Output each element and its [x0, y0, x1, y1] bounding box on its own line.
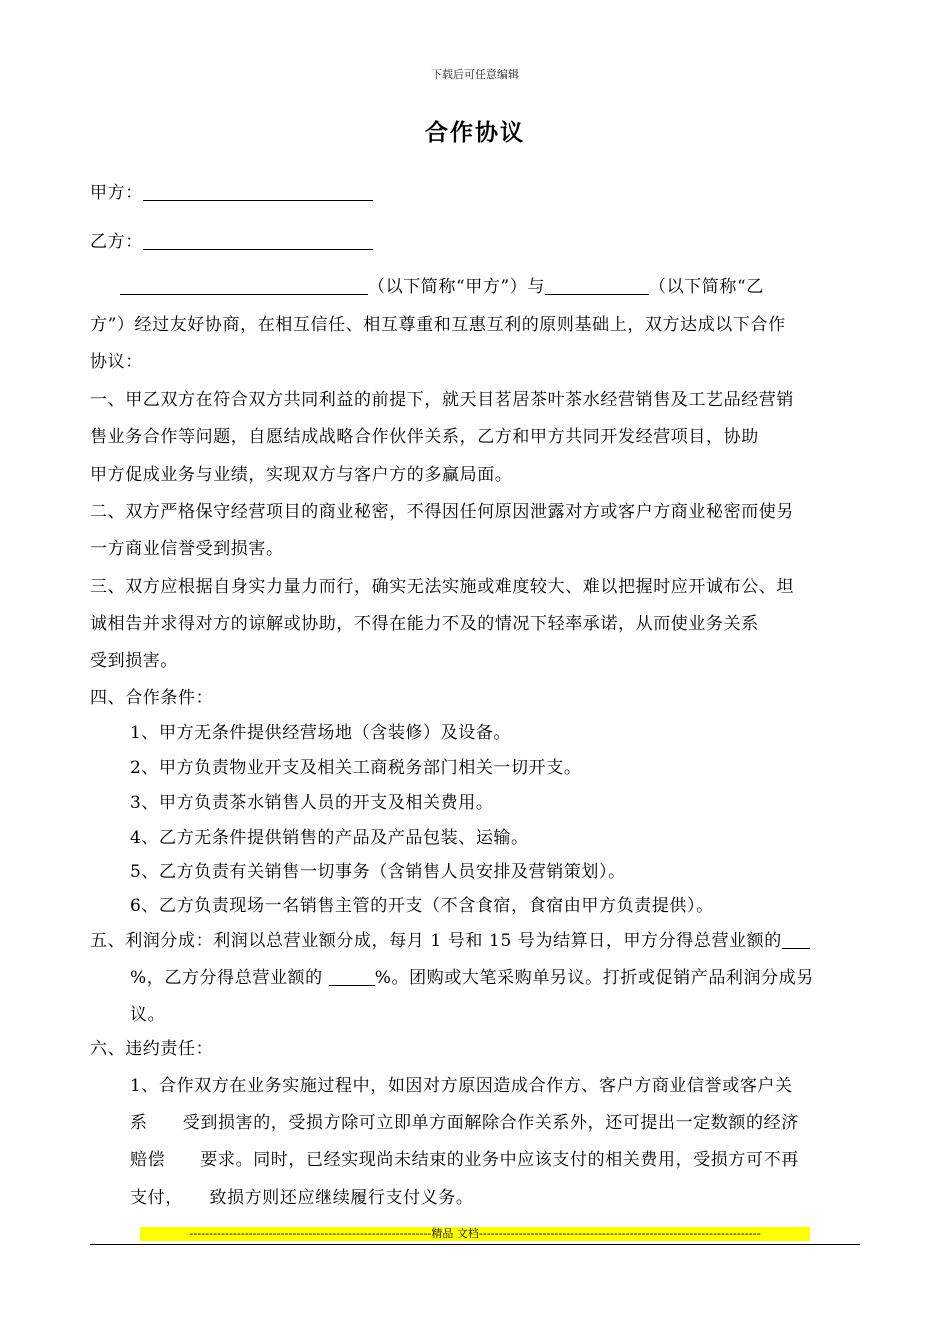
page-title: 合作协议	[425, 120, 525, 146]
intro-blank-b[interactable]	[545, 278, 649, 295]
party-b-label: 乙方：	[90, 232, 143, 252]
party-a-blank[interactable]	[143, 184, 373, 201]
intro-line-2: 方”）经过友好协商，在相互信任、相互尊重和互惠互利的原则基础上，双方达成以下合作	[90, 315, 786, 335]
intro-line-1	[120, 272, 764, 297]
footer-dashes-right: -----------------------------------------------------------------------	[478, 1227, 761, 1240]
clause6-line: 1、合作双方在业务实施过程中，如因对方原因造成合作方、客户方商业信誉或客户关	[130, 1076, 793, 1096]
clause4-item: 4、乙方无条件提供销售的产品及产品包装、运输。	[130, 828, 529, 848]
clause2-line: 一方商业信誉受到损害。	[90, 539, 284, 559]
clause6-line: 系 受到损害的，受损方除可立即单方面解除合作关系外，还可提出一定数额的经济	[130, 1113, 799, 1133]
clause1-line: 甲方促成业务与业绩，实现双方与客户方的多赢局面。	[90, 465, 513, 485]
clause5-text-2b: %。团购或大笔采购单另议。打折或促销产品利润分成另	[374, 968, 814, 988]
party-a-share-blank[interactable]	[782, 932, 810, 949]
intro-text-b: （以下简称“乙	[648, 277, 764, 297]
clause6-heading: 六、违约责任：	[90, 1039, 214, 1059]
clause6-line: 赔偿 要求。同时，已经实现尚未结束的业务中应该支付的相关费用，受损方可不再	[130, 1150, 799, 1170]
footer-label: 精品 文档	[431, 1227, 479, 1240]
clause6-line: 支付， 致损方则还应继续履行支付义务。	[130, 1188, 474, 1208]
clause4-item: 1、甲方无条件提供经营场地（含装修）及设备。	[130, 723, 512, 743]
clause1-line: 售业务合作等问题，自愿结成战略合作伙伴关系，乙方和甲方共同开发经营项目，协助	[90, 427, 759, 447]
clause2-line: 二、双方严格保守经营项目的商业秘密，不得因任何原因泄露对方或客户方商业秘密而使另	[90, 502, 794, 522]
intro-blank-a[interactable]	[120, 278, 368, 295]
footer-dashes-left: -------------------------------------------------------------	[189, 1227, 432, 1240]
clause4-item: 6、乙方负责现场一名销售主管的开支（不含食宿，食宿由甲方负责提供）。	[130, 896, 714, 916]
party-a-line	[90, 178, 373, 203]
intro-line-3: 协议：	[90, 352, 143, 372]
clause3-line: 诚相告并求得对方的谅解或协助，不得在能力不及的情况下轻率承诺，从而使业务关系	[90, 614, 759, 634]
header-note: 下载后可任意编辑	[431, 68, 519, 81]
footer-rule	[90, 1244, 860, 1245]
clause5-line-3: 议。	[130, 1005, 166, 1025]
clause5-line-2	[130, 963, 814, 988]
clause4-heading: 四、合作条件：	[90, 688, 214, 708]
party-b-blank[interactable]	[143, 233, 373, 250]
clause5-text-2a: %，乙方分得总营业额的	[130, 968, 323, 988]
party-b-line	[90, 227, 373, 252]
party-b-share-blank[interactable]	[329, 969, 375, 986]
party-a-label: 甲方：	[90, 183, 143, 203]
clause1-line: 一、甲乙双方在符合双方共同利益的前提下，就天目茗居茶叶茶水经营销售及工艺品经营销	[90, 390, 794, 410]
clause4-item: 5、乙方负责有关销售一切事务（含销售人员安排及营销策划）。	[130, 862, 626, 882]
clause4-item: 3、甲方负责茶水销售人员的开支及相关费用。	[130, 793, 494, 813]
footer-banner	[140, 1227, 810, 1241]
clause3-line: 三、双方应根据自身实力量力而行，确实无法实施或难度较大、难以把握时应开诚布公、坦	[90, 577, 794, 597]
intro-text-a: （以下简称“甲方”）与	[368, 277, 545, 297]
clause5-text-1: 五、利润分成：利润以总营业额分成，每月 1 号和 15 号为结算日，甲方分得总营业额的	[90, 931, 782, 951]
clause3-line: 受到损害。	[90, 651, 178, 671]
clause4-item: 2、甲方负责物业开支及相关工商税务部门相关一切开支。	[130, 758, 582, 778]
clause5-line-1	[90, 926, 810, 951]
